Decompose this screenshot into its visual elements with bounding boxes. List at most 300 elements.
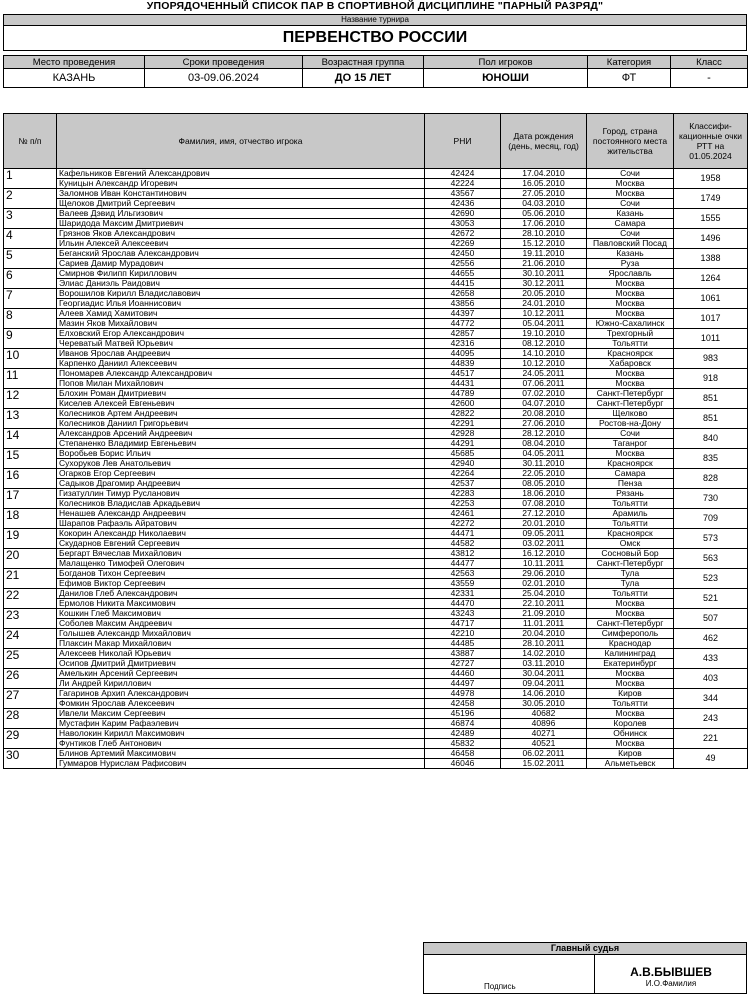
player-rni: 44431	[425, 379, 501, 389]
pair-number: 21	[4, 569, 57, 589]
table-row	[4, 209, 748, 219]
player-name: Колесников Даниил Григорьевич	[57, 419, 425, 429]
player-city: Трехгорный	[587, 329, 674, 339]
table-row	[4, 699, 748, 709]
player-name: Гуммаров Нурислам Рафисович	[57, 759, 425, 769]
col-header-points: Классифи-кационные очки РТТ на 01.05.2024	[674, 114, 748, 169]
table-row	[4, 249, 748, 259]
table-row	[4, 529, 748, 539]
player-dob: 03.11.2010	[501, 659, 587, 669]
pair-points: 1958	[674, 169, 748, 189]
player-city: Омск	[587, 539, 674, 549]
pair-number: 24	[4, 629, 57, 649]
player-name: Георгиадис Илья Иоаннисович	[57, 299, 425, 309]
pair-number: 19	[4, 529, 57, 549]
player-name: Фунтиков Глеб Антонович	[57, 739, 425, 749]
pair-number: 1	[4, 169, 57, 189]
pair-points: 1264	[674, 269, 748, 289]
pair-number: 16	[4, 469, 57, 489]
pair-points: 1388	[674, 249, 748, 269]
table-row	[4, 469, 748, 479]
player-city: Тула	[587, 579, 674, 589]
table-row	[4, 589, 748, 599]
pair-points: 835	[674, 449, 748, 469]
pair-number: 10	[4, 349, 57, 369]
table-row	[4, 669, 748, 679]
player-dob: 24.05.2011	[501, 369, 587, 379]
player-city: Москва	[587, 369, 674, 379]
player-name: Наволокин Кирилл Максимович	[57, 729, 425, 739]
player-rni: 42461	[425, 509, 501, 519]
player-name: Кокорин Александр Николаевич	[57, 529, 425, 539]
pair-number: 27	[4, 689, 57, 709]
player-rni: 43887	[425, 649, 501, 659]
player-rni: 44978	[425, 689, 501, 699]
player-rni: 45685	[425, 449, 501, 459]
player-rni: 44497	[425, 679, 501, 689]
player-dob: 25.04.2010	[501, 589, 587, 599]
player-dob: 27.12.2010	[501, 509, 587, 519]
player-dob: 09.04.2011	[501, 679, 587, 689]
col-header-dob: Дата рождения (день, месяц, год)	[501, 114, 587, 169]
pair-number: 23	[4, 609, 57, 629]
player-dob: 10.11.2011	[501, 559, 587, 569]
player-dob: 14.02.2010	[501, 649, 587, 659]
player-city: Хабаровск	[587, 359, 674, 369]
player-dob: 19.10.2010	[501, 329, 587, 339]
table-row	[4, 489, 748, 499]
player-name: Смирнов Филипп Кириллович	[57, 269, 425, 279]
player-dob: 24.01.2010	[501, 299, 587, 309]
player-rni: 42940	[425, 459, 501, 469]
judge-name-cell	[595, 955, 747, 993]
pair-points: 840	[674, 429, 748, 449]
player-city: Киров	[587, 689, 674, 699]
player-dob: 29.06.2010	[501, 569, 587, 579]
judge-name-label: И.О.Фамилия	[645, 979, 697, 988]
table-row	[4, 729, 748, 739]
pair-number: 26	[4, 669, 57, 689]
pair-points: 1061	[674, 289, 748, 309]
pair-number: 9	[4, 329, 57, 349]
player-city: Сочи	[587, 199, 674, 209]
player-rni: 42658	[425, 289, 501, 299]
player-city: Санкт-Петербург	[587, 559, 674, 569]
table-row	[4, 349, 748, 359]
player-dob: 40521	[501, 739, 587, 749]
player-rni: 42291	[425, 419, 501, 429]
player-name: Скударнов Евгений Сергеевич	[57, 539, 425, 549]
player-city: Красноярск	[587, 529, 674, 539]
table-row	[4, 289, 748, 299]
info-header-gender: Пол игроков	[424, 56, 588, 69]
player-city: Москва	[587, 449, 674, 459]
player-city: Москва	[587, 709, 674, 719]
table-row	[4, 449, 748, 459]
table-row	[4, 599, 748, 609]
player-dob: 10.12.2011	[501, 309, 587, 319]
player-dob: 27.06.2010	[501, 419, 587, 429]
player-city: Казань	[587, 209, 674, 219]
player-city: Москва	[587, 299, 674, 309]
player-name: Ильин Алексей Алексеевич	[57, 239, 425, 249]
player-city: Москва	[587, 609, 674, 619]
player-city: Южно-Сахалинск	[587, 319, 674, 329]
table-row	[4, 299, 748, 309]
player-city: Екатеринбург	[587, 659, 674, 669]
player-dob: 05.06.2010	[501, 209, 587, 219]
player-name: Амелькин Арсений Сергеевич	[57, 669, 425, 679]
tournament-label: Название турнира	[4, 15, 746, 26]
pair-number: 8	[4, 309, 57, 329]
chief-judge-block	[423, 942, 747, 994]
player-city: Красноярск	[587, 459, 674, 469]
player-rni: 42264	[425, 469, 501, 479]
player-city: Сочи	[587, 229, 674, 239]
table-row	[4, 509, 748, 519]
pair-points: 983	[674, 349, 748, 369]
player-dob: 21.06.2010	[501, 259, 587, 269]
player-rni: 44415	[425, 279, 501, 289]
player-city: Москва	[587, 309, 674, 319]
player-city: Санкт-Петербург	[587, 619, 674, 629]
player-city: Тольятти	[587, 589, 674, 599]
player-rni: 44470	[425, 599, 501, 609]
player-dob: 40271	[501, 729, 587, 739]
tournament-name: ПЕРВЕНСТВО РОССИИ	[282, 29, 468, 46]
pair-points: 851	[674, 389, 748, 409]
player-rni: 42316	[425, 339, 501, 349]
player-city: Королев	[587, 719, 674, 729]
player-rni: 42253	[425, 499, 501, 509]
player-dob: 08.05.2010	[501, 479, 587, 489]
player-dob: 08.12.2010	[501, 339, 587, 349]
pair-number: 4	[4, 229, 57, 249]
player-dob: 20.01.2010	[501, 519, 587, 529]
table-row	[4, 759, 748, 769]
table-row	[4, 619, 748, 629]
player-city: Москва	[587, 279, 674, 289]
player-dob: 07.02.2010	[501, 389, 587, 399]
player-rni: 45196	[425, 709, 501, 719]
info-header-age: Возрастная группа	[303, 56, 424, 69]
player-city: Сочи	[587, 169, 674, 179]
document-title: УПОРЯДОЧЕННЫЙ СПИСОК ПАР В СПОРТИВНОЙ ДИСЦИПЛИНЕ "ПАРНЫЙ РАЗРЯД"	[146, 0, 604, 12]
table-row	[4, 319, 748, 329]
player-city: Самара	[587, 219, 674, 229]
player-name: Кошкин Глеб Максимович	[57, 609, 425, 619]
player-name: Гизатуллин Тимур Русланович	[57, 489, 425, 499]
player-rni: 43856	[425, 299, 501, 309]
player-dob: 09.05.2011	[501, 529, 587, 539]
pair-points: 243	[674, 709, 748, 729]
pair-number: 13	[4, 409, 57, 429]
table-row	[4, 329, 748, 339]
player-name: Алеев Хамид Хамитович	[57, 309, 425, 319]
player-name: Щелоков Дмитрий Сергеевич	[57, 199, 425, 209]
tournament-info-table	[3, 55, 748, 88]
player-rni: 42822	[425, 409, 501, 419]
pair-points: 462	[674, 629, 748, 649]
info-gender: ЮНОШИ	[424, 69, 588, 88]
player-rni: 44789	[425, 389, 501, 399]
pair-points: 344	[674, 689, 748, 709]
player-dob: 17.06.2010	[501, 219, 587, 229]
player-dob: 14.10.2010	[501, 349, 587, 359]
tournament-header	[3, 14, 747, 51]
player-name: Попов Милан Михайлович	[57, 379, 425, 389]
player-name: Ивлели Максим Сергеевич	[57, 709, 425, 719]
player-rni: 43812	[425, 549, 501, 559]
player-dob: 17.04.2010	[501, 169, 587, 179]
pair-number: 6	[4, 269, 57, 289]
player-city: Рязань	[587, 489, 674, 499]
table-row	[4, 549, 748, 559]
player-dob: 02.01.2010	[501, 579, 587, 589]
table-row	[4, 359, 748, 369]
judge-name: А.В.БЫВШЕВ	[630, 965, 712, 979]
player-dob: 30.11.2010	[501, 459, 587, 469]
player-name: Фомкин Ярослав Алексеевич	[57, 699, 425, 709]
player-name: Череватый Матвей Юрьевич	[57, 339, 425, 349]
player-dob: 08.04.2010	[501, 439, 587, 449]
player-name: Мазин Яков Михайлович	[57, 319, 425, 329]
pair-number: 15	[4, 449, 57, 469]
info-age: ДО 15 ЛЕТ	[303, 69, 424, 88]
player-city: Симферополь	[587, 629, 674, 639]
player-name: Бергарт Вячеслав Михайлович	[57, 549, 425, 559]
table-row	[4, 189, 748, 199]
pair-number: 12	[4, 389, 57, 409]
player-name: Иванов Ярослав Андреевич	[57, 349, 425, 359]
player-dob: 07.06.2011	[501, 379, 587, 389]
table-row	[4, 169, 748, 179]
table-row	[4, 749, 748, 759]
table-row	[4, 739, 748, 749]
player-city: Сосновый Бор	[587, 549, 674, 559]
player-dob: 14.06.2010	[501, 689, 587, 699]
player-city: Тольятти	[587, 519, 674, 529]
pair-number: 11	[4, 369, 57, 389]
player-rni: 44095	[425, 349, 501, 359]
player-city: Обнинск	[587, 729, 674, 739]
player-name: Ермолов Никита Максимович	[57, 599, 425, 609]
table-row	[4, 679, 748, 689]
player-rni: 44655	[425, 269, 501, 279]
table-row	[4, 229, 748, 239]
table-row	[4, 369, 748, 379]
table-row	[4, 199, 748, 209]
info-header-venue: Место проведения	[4, 56, 145, 69]
table-row	[4, 659, 748, 669]
player-name: Елховский Егор Александрович	[57, 329, 425, 339]
player-city: Тольятти	[587, 339, 674, 349]
player-rni: 42283	[425, 489, 501, 499]
player-dob: 19.11.2010	[501, 249, 587, 259]
table-row	[4, 639, 748, 649]
player-dob: 30.10.2011	[501, 269, 587, 279]
player-rni: 44772	[425, 319, 501, 329]
player-rni: 46046	[425, 759, 501, 769]
player-rni: 44717	[425, 619, 501, 629]
player-city: Таганрог	[587, 439, 674, 449]
player-rni: 46458	[425, 749, 501, 759]
player-city: Калининград	[587, 649, 674, 659]
pair-points: 573	[674, 529, 748, 549]
player-rni: 43559	[425, 579, 501, 589]
player-rni: 44582	[425, 539, 501, 549]
player-rni: 42690	[425, 209, 501, 219]
player-name: Ефимов Виктор Сергеевич	[57, 579, 425, 589]
player-city: Альметьевск	[587, 759, 674, 769]
player-name: Голышев Александр Михайлович	[57, 629, 425, 639]
player-rni: 44477	[425, 559, 501, 569]
player-city: Арамиль	[587, 509, 674, 519]
pair-number: 28	[4, 709, 57, 729]
pair-number: 2	[4, 189, 57, 209]
table-row	[4, 409, 748, 419]
player-name: Осипов Дмитрий Дмитриевич	[57, 659, 425, 669]
player-city: Москва	[587, 189, 674, 199]
player-name: Грязнов Яков Александрович	[57, 229, 425, 239]
player-dob: 28.10.2010	[501, 229, 587, 239]
player-city: Москва	[587, 599, 674, 609]
player-rni: 44517	[425, 369, 501, 379]
table-row	[4, 179, 748, 189]
player-rni: 44397	[425, 309, 501, 319]
pair-points: 523	[674, 569, 748, 589]
table-row	[4, 419, 748, 429]
player-dob: 16.12.2010	[501, 549, 587, 559]
player-rni: 42600	[425, 399, 501, 409]
player-name: Заломнов Иван Константинович	[57, 189, 425, 199]
info-header-category: Категория	[588, 56, 671, 69]
player-rni: 45832	[425, 739, 501, 749]
player-dob: 03.02.2011	[501, 539, 587, 549]
info-venue: КАЗАНЬ	[4, 69, 145, 88]
player-name: Элиас Даниэль Раидович	[57, 279, 425, 289]
table-row	[4, 559, 748, 569]
pair-points: 521	[674, 589, 748, 609]
player-dob: 22.05.2010	[501, 469, 587, 479]
player-rni: 42224	[425, 179, 501, 189]
pair-points: 730	[674, 489, 748, 509]
player-name: Сариев Дамир Мурадович	[57, 259, 425, 269]
info-header-class: Класс	[671, 56, 748, 69]
pair-number: 18	[4, 509, 57, 529]
pair-number: 22	[4, 589, 57, 609]
player-dob: 20.04.2010	[501, 629, 587, 639]
player-name: Данилов Глеб Александрович	[57, 589, 425, 599]
info-dates: 03-09.06.2024	[145, 69, 303, 88]
chief-judge-header: Главный судья	[424, 943, 746, 955]
pair-points: 828	[674, 469, 748, 489]
player-name: Шарапов Рафаэль Айратович	[57, 519, 425, 529]
player-dob: 06.02.2011	[501, 749, 587, 759]
signature-cell	[424, 955, 595, 993]
pairs-table-body	[4, 169, 748, 769]
player-city: Москва	[587, 379, 674, 389]
player-dob: 10.12.2010	[501, 359, 587, 369]
player-dob: 28.10.2011	[501, 639, 587, 649]
player-city: Самара	[587, 469, 674, 479]
player-city: Тула	[587, 569, 674, 579]
player-rni: 42672	[425, 229, 501, 239]
pair-points: 918	[674, 369, 748, 389]
col-header-num: № п/п	[4, 114, 57, 169]
player-name: Малащенко Тимофей Олегович	[57, 559, 425, 569]
pair-number: 20	[4, 549, 57, 569]
table-row	[4, 579, 748, 589]
player-dob: 15.12.2010	[501, 239, 587, 249]
player-rni: 42458	[425, 699, 501, 709]
player-rni: 43053	[425, 219, 501, 229]
player-rni: 44291	[425, 439, 501, 449]
player-name: Валеев Дэвид Ильгизович	[57, 209, 425, 219]
player-name: Куницын Александр Игоревич	[57, 179, 425, 189]
pair-number: 29	[4, 729, 57, 749]
player-dob: 05.04.2011	[501, 319, 587, 329]
player-city: Казань	[587, 249, 674, 259]
player-name: Степаненко Владимир Евгеньевич	[57, 439, 425, 449]
player-dob: 16.05.2010	[501, 179, 587, 189]
pair-points: 433	[674, 649, 748, 669]
player-name: Ненашев Александр Андреевич	[57, 509, 425, 519]
col-header-rni: РНИ	[425, 114, 501, 169]
player-dob: 30.05.2010	[501, 699, 587, 709]
player-dob: 27.05.2010	[501, 189, 587, 199]
table-row	[4, 429, 748, 439]
player-name: Садыков Драгомир Андреевич	[57, 479, 425, 489]
player-dob: 20.05.2010	[501, 289, 587, 299]
player-rni: 42563	[425, 569, 501, 579]
player-rni: 44460	[425, 669, 501, 679]
player-dob: 40682	[501, 709, 587, 719]
player-city: Краснодар	[587, 639, 674, 649]
table-row	[4, 719, 748, 729]
player-rni: 44485	[425, 639, 501, 649]
info-category: ФТ	[588, 69, 671, 88]
player-rni: 42556	[425, 259, 501, 269]
col-header-city: Город, страна постоянного места жительства	[587, 114, 674, 169]
player-name: Мустафин Карим Рафаэлевич	[57, 719, 425, 729]
player-dob: 18.06.2010	[501, 489, 587, 499]
pair-points: 1749	[674, 189, 748, 209]
signature-label: Подпись	[484, 982, 516, 991]
pair-number: 5	[4, 249, 57, 269]
pair-points: 1017	[674, 309, 748, 329]
player-dob: 22.10.2011	[501, 599, 587, 609]
pair-points: 403	[674, 669, 748, 689]
player-name: Кафельников Евгений Александрович	[57, 169, 425, 179]
player-name: Соболев Максим Андреевич	[57, 619, 425, 629]
col-header-name: Фамилия, имя, отчество игрока	[57, 114, 425, 169]
pair-number: 3	[4, 209, 57, 229]
player-dob: 21.09.2010	[501, 609, 587, 619]
player-rni: 43243	[425, 609, 501, 619]
table-row	[4, 259, 748, 269]
table-row	[4, 239, 748, 249]
player-dob: 20.08.2010	[501, 409, 587, 419]
player-dob: 30.04.2011	[501, 669, 587, 679]
player-rni: 42727	[425, 659, 501, 669]
table-row	[4, 379, 748, 389]
pair-number: 25	[4, 649, 57, 669]
player-city: Сочи	[587, 429, 674, 439]
player-city: Павловский Посад	[587, 239, 674, 249]
player-name: Гагаринов Архип Александрович	[57, 689, 425, 699]
table-row	[4, 569, 748, 579]
